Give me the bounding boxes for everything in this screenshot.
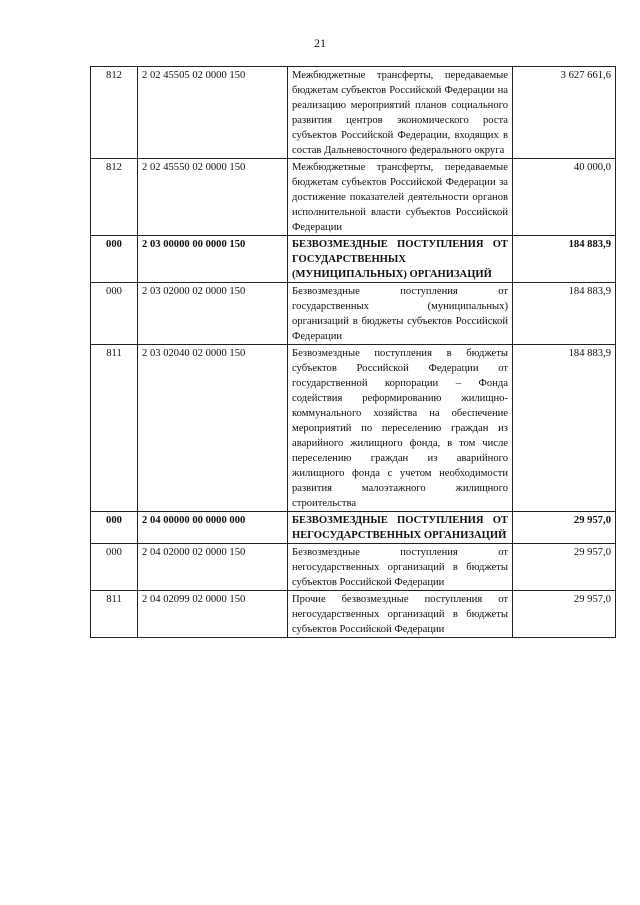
admin-code-cell: 000 xyxy=(91,512,138,544)
revenue-table xyxy=(90,66,616,638)
table-row-group-heading xyxy=(91,236,616,283)
amount-cell: 184 883,9 xyxy=(513,345,616,512)
description-cell: Межбюджетные трансферты, передаваемые бюджетам субъектов Российской Федерации на реализацию мероприятий планов социального развития центров экономического роста субъектов Российской Федерации, входящих в состав Дальневосточного федерального округа xyxy=(288,67,513,159)
admin-code-cell: 000 xyxy=(91,544,138,591)
admin-code-cell: 811 xyxy=(91,591,138,638)
description-cell: БЕЗВОЗМЕЗДНЫЕ ПОСТУПЛЕНИЯ ОТ НЕГОСУДАРСТВЕННЫХ ОРГАНИЗАЦИЙ xyxy=(288,512,513,544)
admin-code-cell: 811 xyxy=(91,345,138,512)
amount-cell: 184 883,9 xyxy=(513,236,616,283)
amount-cell: 184 883,9 xyxy=(513,283,616,345)
amount-cell: 29 957,0 xyxy=(513,512,616,544)
budget-code-cell: 2 03 00000 00 0000 150 xyxy=(138,236,288,283)
table-row-group-heading xyxy=(91,512,616,544)
admin-code-cell: 000 xyxy=(91,236,138,283)
table-row xyxy=(91,345,616,512)
amount-cell: 40 000,0 xyxy=(513,159,616,236)
table-row xyxy=(91,544,616,591)
description-cell: Безвозмездные поступления в бюджеты субъектов Российской Федерации от государственной корпорации – Фонда содействия реформированию жилищно-коммунального хозяйства на обеспечение мероприятий по переселению граждан из аварийного жилищного фонда, в том числе переселению граждан из аварийного жилищного фонда с учетом необходимости развития малоэтажного жилищного строительства xyxy=(288,345,513,512)
admin-code-cell: 000 xyxy=(91,283,138,345)
budget-code-cell: 2 04 00000 00 0000 000 xyxy=(138,512,288,544)
budget-code-cell: 2 04 02099 02 0000 150 xyxy=(138,591,288,638)
table-row xyxy=(91,159,616,236)
page-number: 21 xyxy=(314,36,326,50)
description-cell: Безвозмездные поступления от негосударственных организаций в бюджеты субъектов Российской Федерации xyxy=(288,544,513,591)
amount-cell: 29 957,0 xyxy=(513,544,616,591)
amount-cell: 3 627 661,6 xyxy=(513,67,616,159)
description-cell: БЕЗВОЗМЕЗДНЫЕ ПОСТУПЛЕНИЯ ОТ ГОСУДАРСТВЕННЫХ (МУНИЦИПАЛЬНЫХ) ОРГАНИЗАЦИЙ xyxy=(288,236,513,283)
table-row xyxy=(91,67,616,159)
description-cell: Безвозмездные поступления от государственных (муниципальных) организаций в бюджеты субъектов Российской Федерации xyxy=(288,283,513,345)
admin-code-cell: 812 xyxy=(91,67,138,159)
budget-code-cell: 2 03 02040 02 0000 150 xyxy=(138,345,288,512)
budget-code-cell: 2 04 02000 02 0000 150 xyxy=(138,544,288,591)
budget-code-cell: 2 02 45550 02 0000 150 xyxy=(138,159,288,236)
table-row xyxy=(91,283,616,345)
table-row xyxy=(91,591,616,638)
description-cell: Прочие безвозмездные поступления от негосударственных организаций в бюджеты субъектов Российской Федерации xyxy=(288,591,513,638)
budget-code-cell: 2 03 02000 02 0000 150 xyxy=(138,283,288,345)
budget-code-cell: 2 02 45505 02 0000 150 xyxy=(138,67,288,159)
description-cell: Межбюджетные трансферты, передаваемые бюджетам субъектов Российской Федерации за достижение показателей деятельности органов исполнительной власти субъектов Российской Федерации xyxy=(288,159,513,236)
admin-code-cell: 812 xyxy=(91,159,138,236)
amount-cell: 29 957,0 xyxy=(513,591,616,638)
